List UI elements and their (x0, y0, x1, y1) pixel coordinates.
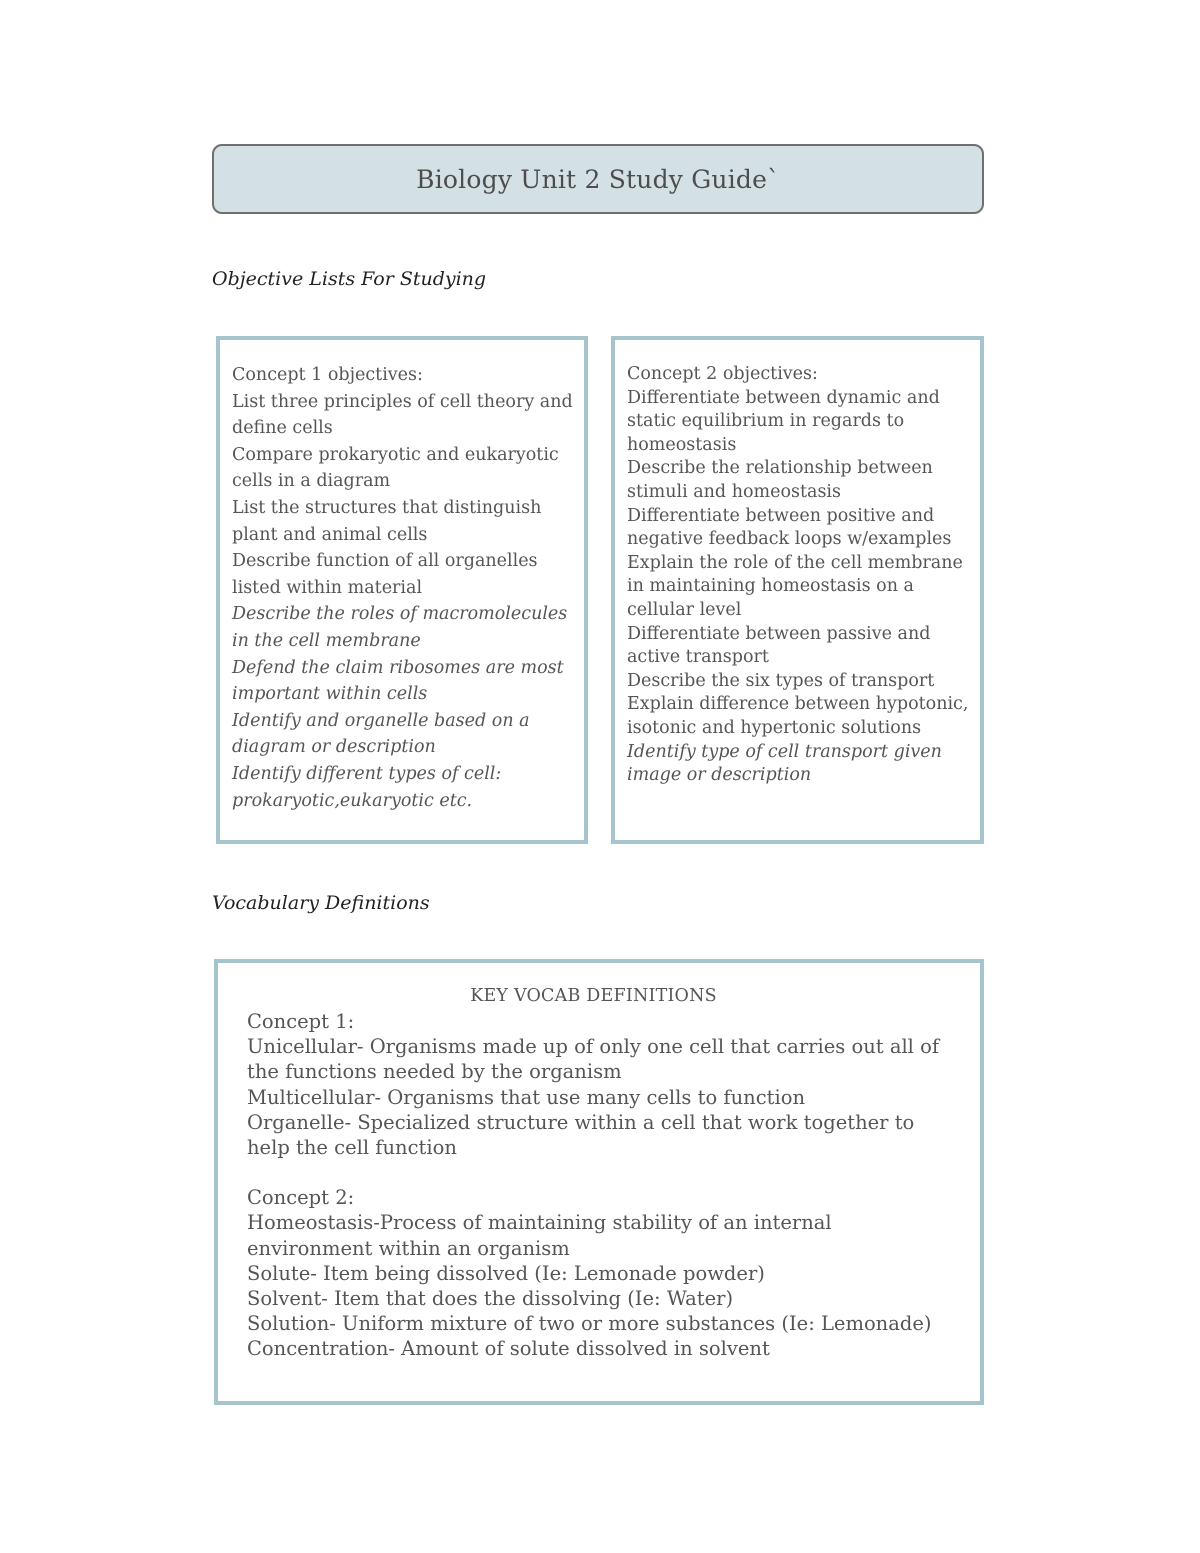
objective-item: Identify different types of cell: prokaryotic,eukaryotic etc. (232, 763, 502, 811)
objective-item: Identify and organelle based on a diagram or description (232, 710, 530, 758)
vocab-definition: Homeostasis-Process of maintaining stability of an internal environment within an organism (247, 1211, 832, 1260)
objective-item: Describe the relationship between stimuli and homeostasis (627, 458, 933, 502)
objective-item: Differentiate between positive and negative feedback loops w/examples (627, 505, 952, 550)
objective-item: List the structures that distinguish plant and animal cells (232, 497, 542, 545)
vocab-definition: Solute- Item being dissolved (Ie: Lemonade powder) (247, 1261, 765, 1285)
vocab-definition: Solution- Uniform mixture of two or more substances (Ie: Lemonade) (247, 1312, 932, 1336)
vocab-definition: Organelle- Specialized structure within a cell that work together to help the cell function (247, 1110, 915, 1160)
vocab-concept1-group (247, 1009, 940, 1160)
page-title: Biology Unit 2 Study Guide` (416, 164, 780, 194)
objective-item: Differentiate between passive and active transport (627, 623, 931, 668)
concept1-objectives-heading: Concept 1 objectives: (232, 365, 423, 385)
vocab-definition: Solvent- Item that does the dissolving (Ie: Water) (247, 1287, 734, 1311)
vocab-concept2-heading: Concept 2: (247, 1186, 355, 1210)
concept1-objectives-panel (216, 336, 588, 844)
concept2-objectives-heading: Concept 2 objectives: (627, 364, 818, 384)
objective-item: Defend the claim ribosomes are most important within cells (232, 657, 564, 705)
objective-item: Describe the roles of macromolecules in the cell membrane (232, 604, 568, 651)
concept2-objectives-panel (611, 336, 984, 844)
objective-item: Describe the six types of transport (627, 670, 935, 691)
vocab-definitions-panel (214, 959, 984, 1405)
objective-item: List three principles of cell theory and define cells (232, 391, 573, 439)
objective-item: Differentiate between dynamic and static equilibrium in regards to homeostasis (627, 387, 940, 455)
concept1-objectives-list (232, 389, 574, 815)
vocab-concept2-group (247, 1185, 940, 1361)
vocab-definition: Unicellular- Organisms made up of only one cell that carries out all of the functions needed by the organism (247, 1035, 940, 1084)
vocab-concept1-heading: Concept 1: (247, 1010, 355, 1033)
objective-item: Explain the role of the cell membrane in maintaining homeostasis on a cellular level (627, 552, 963, 620)
objective-item: Explain difference between hypotonic, isotonic and hypertonic solutions (627, 694, 969, 738)
vocab-panel-title: KEY VOCAB DEFINITIONS (470, 986, 717, 1006)
concept2-objectives-list (627, 387, 972, 788)
objective-item: Compare prokaryotic and eukaryotic cells in a diagram (232, 444, 559, 492)
title-banner (212, 144, 984, 214)
objectives-heading: Objective Lists For Studying (212, 268, 487, 290)
vocab-definition: Multicellular- Organisms that use many cells to function (247, 1085, 806, 1109)
vocab-heading: Vocabulary Definitions (212, 892, 430, 914)
objective-item: Identify type of cell transport given image or description (627, 741, 942, 786)
objective-item: Describe function of all organelles listed within material (232, 551, 538, 598)
vocab-definition: Concentration- Amount of solute dissolved in solvent (247, 1337, 770, 1361)
